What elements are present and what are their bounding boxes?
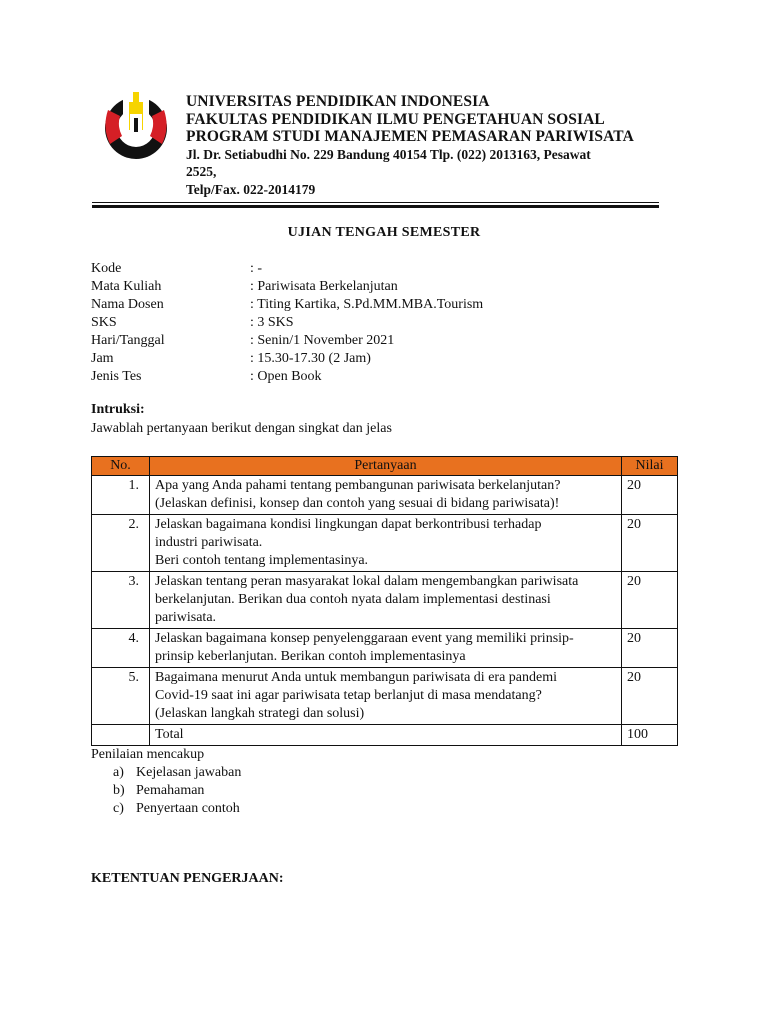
address-line-1: Jl. Dr. Setiabudhi No. 229 Bandung 40154 Tlp. (022) 2013163, Pesawat <box>186 146 591 162</box>
exam-title: UJIAN TENGAH SEMESTER <box>287 225 481 240</box>
question-number: 1. <box>92 476 150 515</box>
info-value: : Open Book <box>250 369 322 384</box>
list-marker: a) <box>113 765 124 780</box>
question-number: 5. <box>92 668 150 725</box>
info-label: Kode <box>91 261 122 276</box>
info-value: : - <box>250 261 263 276</box>
table-row <box>92 629 678 668</box>
question-line: berkelanjutan. Berikan dua contoh nyata dalam implementasi destinasi <box>155 592 551 607</box>
total-score: 100 <box>622 725 678 746</box>
question-line: prinsip keberlanjutan. Berikan contoh implementasinya <box>155 649 466 664</box>
info-label: Nama Dosen <box>91 297 164 312</box>
list-text: Pemahaman <box>136 783 205 798</box>
question-line: (Jelaskan langkah strategi dan solusi) <box>155 706 365 721</box>
assessment-title: Penilaian mencakup <box>91 747 205 762</box>
program-name: PROGRAM STUDI MANAJEMEN PEMASARAN PARIWISATA <box>186 128 634 145</box>
question-score: 20 <box>622 476 678 515</box>
info-label: SKS <box>91 315 117 330</box>
assessment-section <box>91 746 391 818</box>
info-label: Jam <box>91 351 114 366</box>
list-item <box>91 782 391 800</box>
question-line: Covid-19 saat ini agar pariwisata tetap berlanjut di masa mendatang? <box>155 688 542 703</box>
question-number: 3. <box>92 572 150 629</box>
address-line-3: Telp/Fax. 022-2014179 <box>186 181 316 197</box>
question-line: pariwisata. <box>155 610 217 625</box>
list-item <box>91 764 391 782</box>
info-value: : Senin/1 November 2021 <box>250 333 395 348</box>
address-line-2: 2525, <box>186 164 217 179</box>
question-line: Bagaimana menurut Anda untuk membangun pariwisata di era pandemi <box>155 670 557 685</box>
table-row <box>92 515 678 572</box>
question-text <box>150 515 622 572</box>
info-value: : 15.30-17.30 (2 Jam) <box>250 351 371 366</box>
total-number-cell <box>92 725 150 746</box>
question-line: Jelaskan tentang peran masyarakat lokal dalam mengembangkan pariwisata <box>155 574 579 589</box>
info-row <box>91 368 591 386</box>
table-row <box>92 476 678 515</box>
info-row <box>91 260 591 278</box>
question-score: 20 <box>622 629 678 668</box>
total-label: Total <box>150 725 622 746</box>
header-divider-thin <box>92 202 659 203</box>
rules-title: KETENTUAN PENGERJAAN: <box>91 871 284 886</box>
info-row <box>91 296 591 314</box>
info-value: : Pariwisata Berkelanjutan <box>250 279 398 294</box>
info-label: Mata Kuliah <box>91 279 162 294</box>
instructions-text: Jawablah pertanyaan berikut dengan singkat dan jelas <box>91 421 392 436</box>
header-score: Nilai <box>622 457 678 476</box>
question-score: 20 <box>622 668 678 725</box>
question-text <box>150 476 622 515</box>
list-marker: c) <box>113 801 124 816</box>
list-item <box>91 800 391 818</box>
table-header-row <box>92 457 678 476</box>
question-score: 20 <box>622 515 678 572</box>
list-marker: b) <box>113 783 125 798</box>
question-line: Jelaskan bagaimana kondisi lingkungan dapat berkontribusi terhadap <box>155 517 542 532</box>
question-line: industri pariwisata. <box>155 535 263 550</box>
question-number: 4. <box>92 629 150 668</box>
info-label: Jenis Tes <box>91 369 142 384</box>
question-line: Beri contoh tentang implementasinya. <box>155 553 369 568</box>
info-row <box>91 314 591 332</box>
question-text <box>150 668 622 725</box>
exam-info <box>91 260 591 386</box>
info-row <box>91 332 591 350</box>
info-value: : 3 SKS <box>250 315 294 330</box>
question-score: 20 <box>622 572 678 629</box>
faculty-name: FAKULTAS PENDIDIKAN ILMU PENGETAHUAN SOSIAL <box>186 110 605 128</box>
upi-logo-icon <box>100 88 172 160</box>
table-row <box>92 572 678 629</box>
question-line: (Jelaskan definisi, konsep dan contoh yang sesuai di bidang pariwisata)! <box>155 496 560 511</box>
question-number: 2. <box>92 515 150 572</box>
info-value: : Titing Kartika, S.Pd.MM.MBA.Tourism <box>250 297 484 312</box>
question-text <box>150 572 622 629</box>
info-row <box>91 350 591 368</box>
question-line: Apa yang Anda pahami tentang pembangunan pariwisata berkelanjutan? <box>155 478 561 493</box>
university-name: UNIVERSITAS PENDIDIKAN INDONESIA <box>186 93 490 110</box>
header-divider-thick <box>92 205 659 208</box>
question-line: Jelaskan bagaimana konsep penyelenggaraan event yang memiliki prinsip- <box>155 631 574 646</box>
header-no: No. <box>92 457 150 476</box>
letterhead <box>186 93 656 198</box>
list-text: Kejelasan jawaban <box>136 765 242 780</box>
table-total-row <box>92 725 678 746</box>
question-text <box>150 629 622 668</box>
info-label: Hari/Tanggal <box>91 333 165 348</box>
table-row <box>92 668 678 725</box>
questions-table <box>91 456 678 746</box>
header-question: Pertanyaan <box>150 457 622 476</box>
info-row <box>91 278 591 296</box>
list-text: Penyertaan contoh <box>136 801 240 816</box>
instructions-title: Intruksi: <box>91 402 145 417</box>
